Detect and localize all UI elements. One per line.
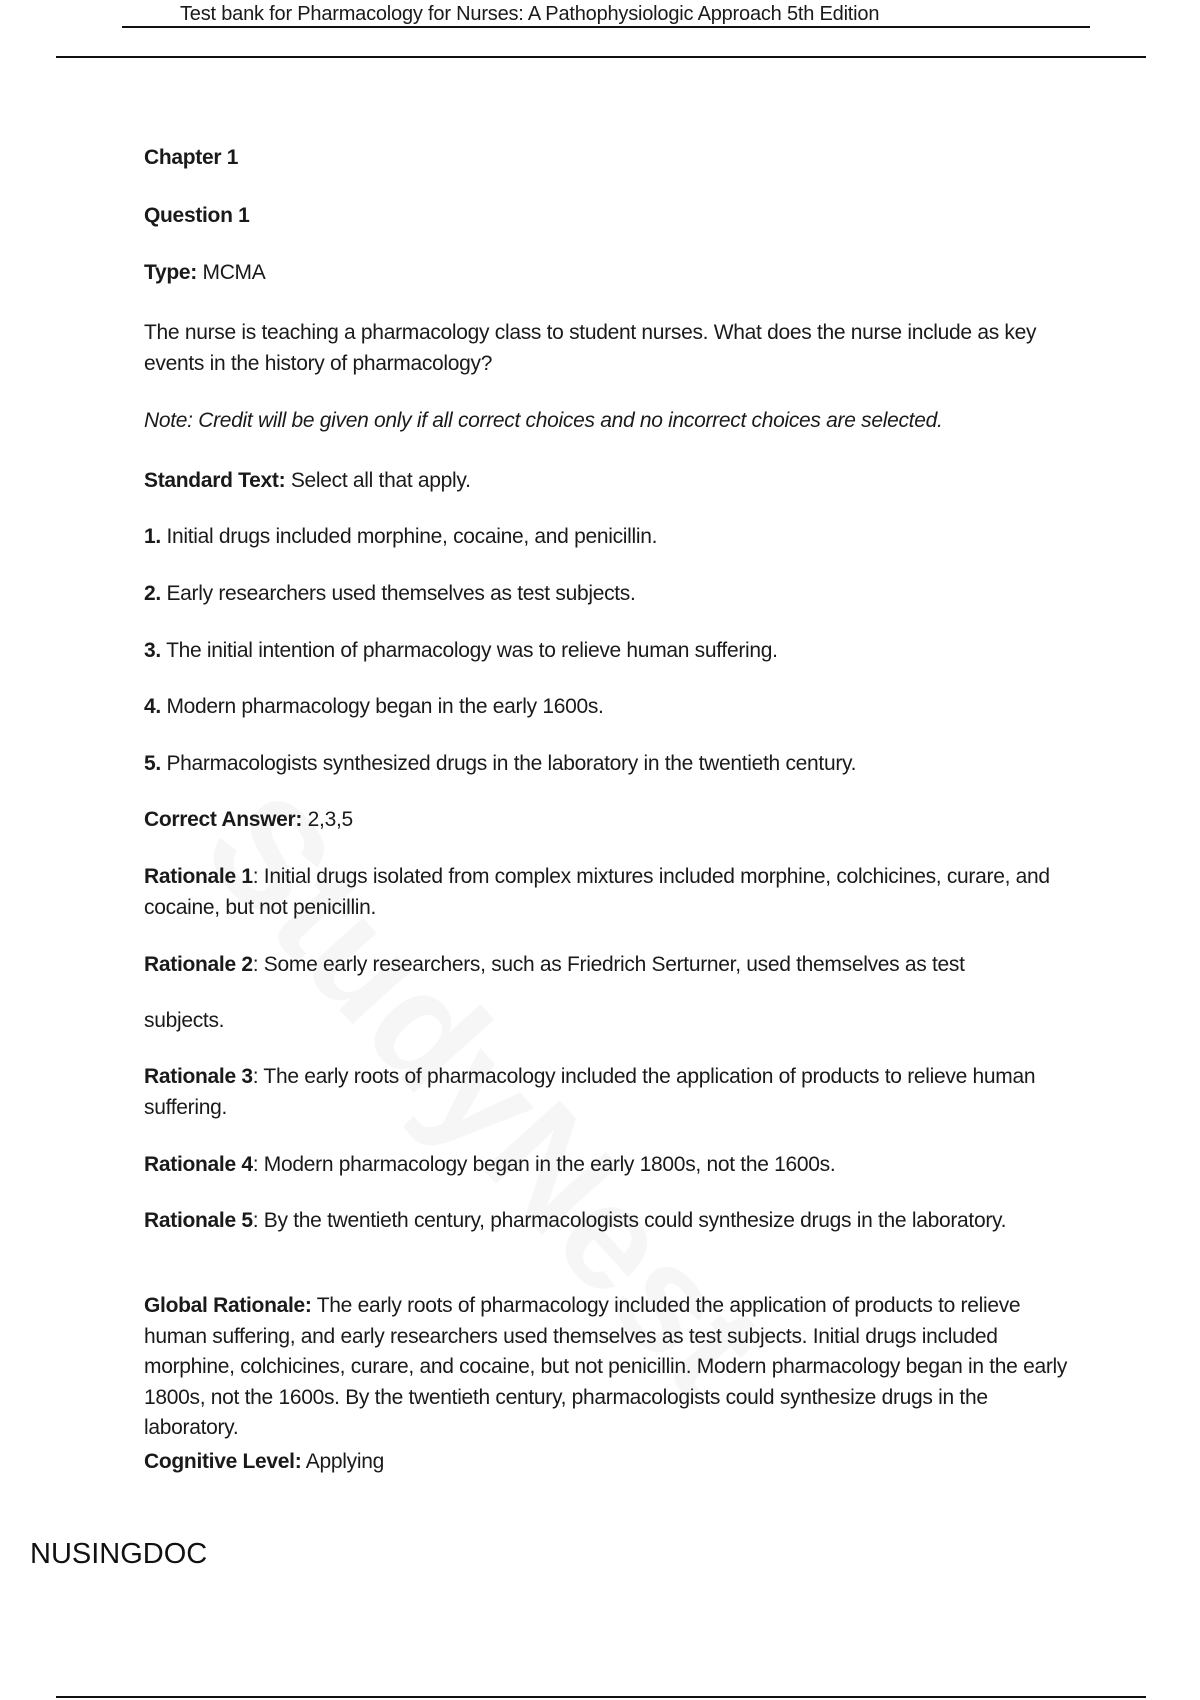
rationale-2: Rationale 2: Some early researchers, such as Friedrich Serturner, used themselves as test xyxy=(144,953,965,976)
chapter-heading: Chapter 1 xyxy=(144,146,239,169)
option-4: 4. Modern pharmacology began in the early 1600s. xyxy=(144,695,604,718)
correct-answer: Correct Answer: 2,3,5 xyxy=(144,808,353,831)
standard-text: Standard Text: Select all that apply. xyxy=(144,469,471,492)
option-2: 2. Early researchers used themselves as test subjects. xyxy=(144,582,636,605)
footer-divider xyxy=(56,1696,1146,1698)
scoring-note: Note: Credit will be given only if all correct choices and no incorrect choices are selected. xyxy=(144,409,943,432)
header-divider xyxy=(56,56,1146,58)
rationale-1: Rationale 1: Initial drugs isolated from complex mixtures included morphine, colchicines, curare, and cocaine, but not penicillin. xyxy=(144,865,1050,919)
rationale-2-continuation: subjects. xyxy=(144,1009,225,1032)
option-1: 1. Initial drugs included morphine, cocaine, and penicillin. xyxy=(144,525,658,548)
global-rationale: Global Rationale: The early roots of pharmacology included the application of products to relieve human suffering, and early researchers used themselves as test subjects. Initial drugs included morphine, colchicines, curare, and cocaine, but not penicillin. Modern pharmacology began in the early 1800s, not the 1600s. By the twentieth century, pharmacologists could synthesize drugs in the laboratory. xyxy=(144,1294,1068,1439)
option-5: 5. Pharmacologists synthesized drugs in the laboratory in the twentieth century. xyxy=(144,752,857,775)
document-header-title: Test bank for Pharmacology for Nurses: A Pathophysiologic Approach 5th Edition xyxy=(122,0,1090,28)
option-3: 3. The initial intention of pharmacology was to relieve human suffering. xyxy=(144,639,778,662)
question-type: Type: MCMA xyxy=(144,261,266,284)
question-heading: Question 1 xyxy=(144,204,250,227)
rationale-5: Rationale 5: By the twentieth century, pharmacologists could synthesize drugs in the laboratory. xyxy=(144,1209,1007,1232)
question-stem: The nurse is teaching a pharmacology class to student nurses. What does the nurse include as key events in the history of pharmacology? xyxy=(144,321,1037,375)
rationale-3: Rationale 3: The early roots of pharmacology included the application of products to relieve human suffering. xyxy=(144,1065,1036,1119)
cognitive-level: Cognitive Level: Applying xyxy=(144,1450,384,1473)
rationale-4: Rationale 4: Modern pharmacology began in the early 1800s, not the 1600s. xyxy=(144,1153,836,1176)
footer-brand: NUSINGDOC xyxy=(30,1538,208,1570)
